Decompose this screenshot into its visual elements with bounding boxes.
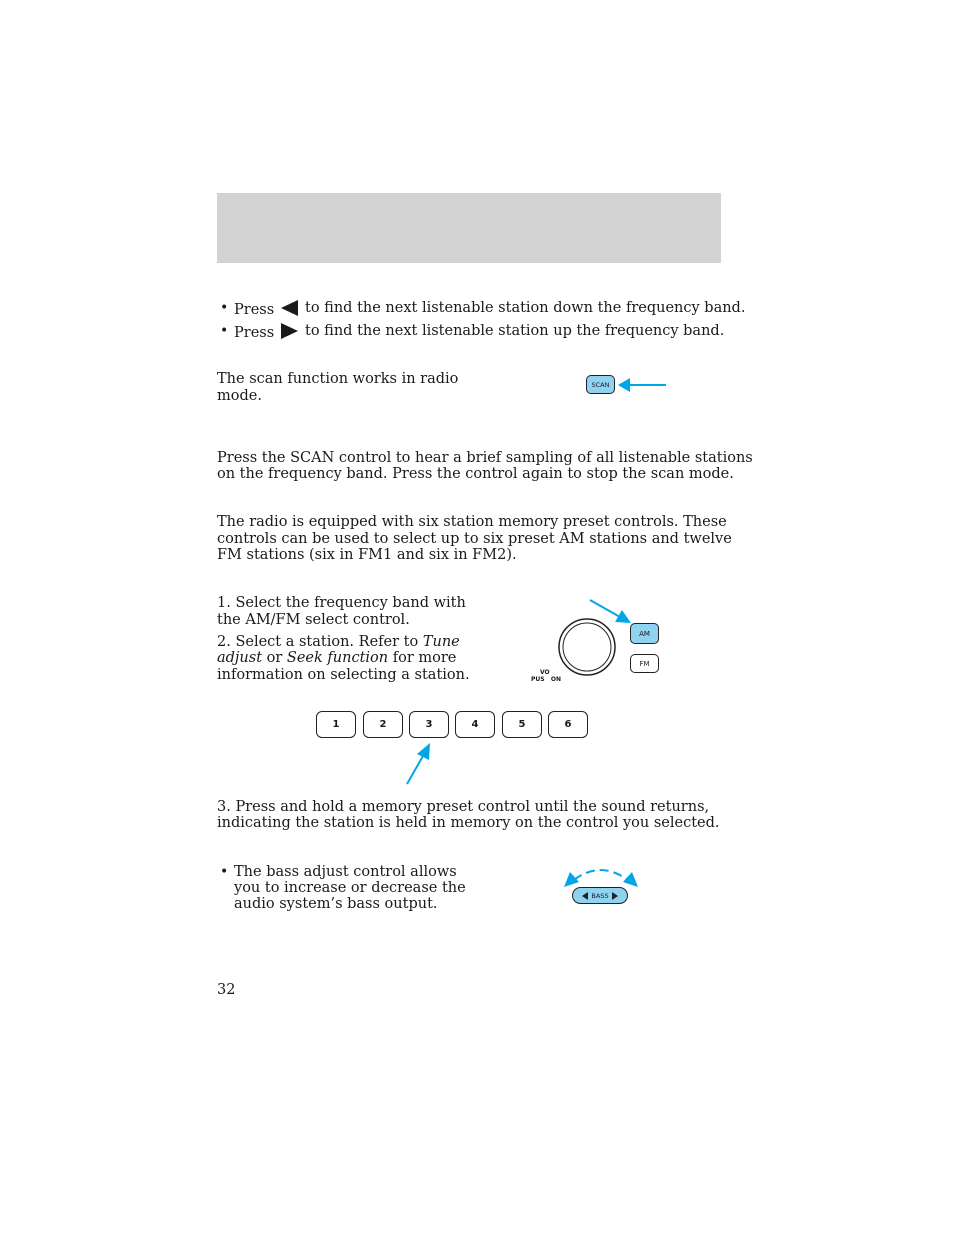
preset-button-4: 4 <box>455 711 495 738</box>
memory-line2: controls can be used to select up to six preset AM stations and twelve <box>217 531 732 547</box>
memory-line3: FM stations (six in FM1 and six in FM2). <box>217 547 517 563</box>
scan-button-illustration: SCAN <box>586 375 615 394</box>
fm-button-illustration: FM <box>630 654 659 673</box>
seek-down-arrow-icon <box>281 300 298 316</box>
step1-line2: the AM/FM select control. <box>217 612 410 628</box>
step2-line3: information on selecting a station. <box>217 667 470 683</box>
scan-intro-line1: The scan function works in radio <box>217 371 459 387</box>
scan-pointer-arrow-icon <box>616 374 668 396</box>
seek-up-text: to find the next listenable station up the frequency band. <box>305 323 725 339</box>
seek-down-text: to find the next listenable station down the frequency band. <box>305 300 746 316</box>
preset-button-6: 6 <box>548 711 588 738</box>
preset-button-5: 5 <box>502 711 542 738</box>
push-on-label: PUS ON <box>531 676 561 683</box>
preset-pointer-arrow-icon <box>403 740 435 786</box>
bass-right-arrow-icon <box>612 892 618 900</box>
preset-button-3: 3 <box>409 711 449 738</box>
step2-line2: adjust or Seek function for more <box>217 650 457 666</box>
step1-line1: 1. Select the frequency band with <box>217 595 466 611</box>
preset-button-1: 1 <box>316 711 356 738</box>
bullet-dot: • <box>220 300 229 316</box>
scan-body-line1: Press the SCAN control to hear a brief sampling of all listenable stations <box>217 450 753 466</box>
am-button-illustration: AM <box>630 623 659 644</box>
seek-down-press: Press <box>234 300 298 319</box>
bass-line1: The bass adjust control allows <box>234 864 457 880</box>
bass-left-arrow-icon <box>582 892 588 900</box>
am-pointer-arrow-icon <box>587 597 635 627</box>
step2-line1: 2. Select a station. Refer to Tune <box>217 634 460 650</box>
bass-button-illustration: BASS <box>572 887 628 904</box>
memory-line1: The radio is equipped with six station memory preset controls. These <box>217 514 727 530</box>
scan-intro-line2: mode. <box>217 388 262 404</box>
section-header-bar <box>217 193 721 263</box>
bass-line2: you to increase or decrease the <box>234 880 466 896</box>
step3-line2: indicating the station is held in memory on the control you selected. <box>217 815 720 831</box>
step3-line1: 3. Press and hold a memory preset control until the sound returns, <box>217 799 710 815</box>
vol-label: VO <box>540 669 550 676</box>
page-number: 32 <box>217 982 236 998</box>
preset-button-2: 2 <box>363 711 403 738</box>
bullet-dot: • <box>220 864 229 880</box>
seek-up-arrow-icon <box>281 323 298 339</box>
scan-body-line2: on the frequency band. Press the control again to stop the scan mode. <box>217 466 734 482</box>
bass-line3: audio system’s bass output. <box>234 896 438 912</box>
bass-rotate-arrows-icon <box>560 862 642 890</box>
bullet-dot: • <box>220 323 229 339</box>
seek-up-press: Press <box>234 323 298 342</box>
